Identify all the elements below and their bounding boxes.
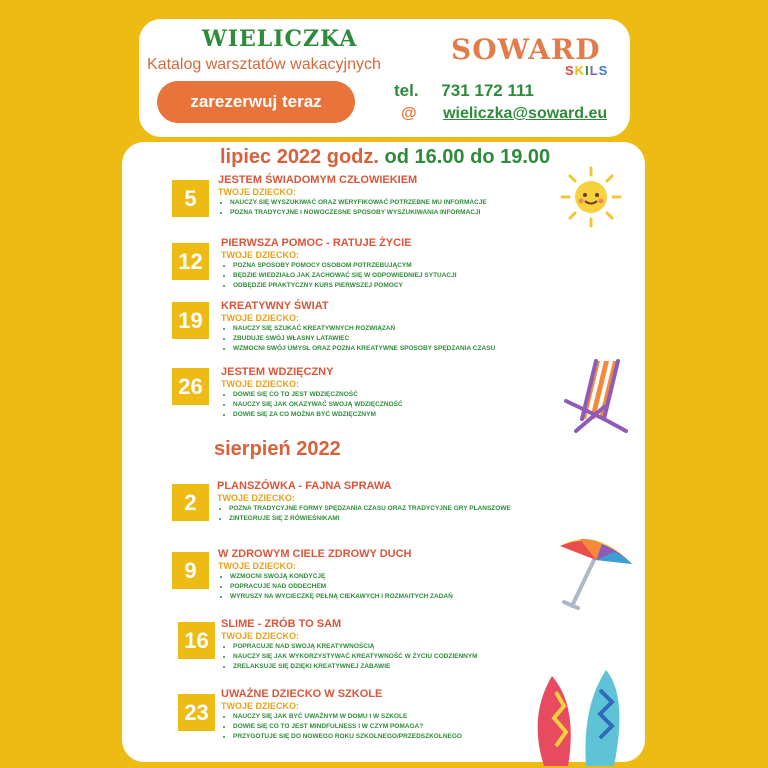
workshop-title: UWAŻNE DZIECKO W SZKOLE (221, 688, 383, 700)
day-badge: 2 (172, 484, 209, 521)
workshop-points (221, 324, 551, 354)
point: • WYRUSZY NA WYCIECZKĘ PEŁNĄ CIEKAWYCH I ROZMAITYCH ZADAŃ (230, 592, 548, 602)
workshop-title: PIERWSZA POMOC - RATUJE ŻYCIE (221, 237, 412, 249)
kid-label: TWOJE DZIECKO: (218, 187, 296, 197)
day-badge: 19 (172, 302, 209, 339)
day-badge: 16 (178, 622, 215, 659)
email-link[interactable]: wieliczka@soward.eu (443, 105, 608, 122)
phone-number[interactable]: 731 172 111 (441, 81, 534, 100)
at-icon: @ (401, 105, 417, 122)
day-badge: 12 (172, 243, 209, 280)
hours-label: od 16.00 do 19.00 (384, 146, 551, 168)
workshop-points (221, 390, 551, 420)
logo-main: SOWARD (451, 33, 601, 66)
point: • NAUCZY SIĘ JAK OKAZYWAĆ SWOJĄ WDZIĘCZNOŚĆ (233, 400, 551, 410)
point: • NAUCZY SIĘ JAK WYKORZYSTYWAĆ KREATYWNOŚĆ W ŻYCIU CODZIENNYM (233, 652, 551, 662)
beach-umbrella-icon (556, 530, 636, 610)
day-badge: 26 (172, 368, 209, 405)
kid-label: TWOJE DZIECKO: (221, 313, 299, 323)
kid-label: TWOJE DZIECKO: (221, 631, 299, 641)
day-badge: 23 (178, 694, 215, 731)
book-now-button[interactable]: zarezerwuj teraz (157, 81, 355, 123)
point: • DOWIE SIĘ CO TO JEST MINDFULNESS I W CZYM POMAGA? (233, 722, 551, 732)
point: • PRZYGOTUJE SIĘ DO NOWEGO ROKU SZKOLNEGO/PRZEDSZKOLNEGO (233, 732, 551, 742)
workshop-points (221, 261, 551, 291)
point: • DOWIE SIĘ ZA CO MOŻNA BYĆ WDZIĘCZNYM (233, 410, 551, 420)
sun-icon (560, 166, 622, 228)
header-card (139, 19, 630, 137)
workshop-points (217, 504, 547, 524)
workshop-title: PLANSZÓWKA - FAJNA SPRAWA (217, 480, 392, 492)
point: • DOWIE SIĘ CO TO JEST WDZIĘCZNOŚĆ (233, 390, 551, 400)
kid-label: TWOJE DZIECKO: (221, 379, 299, 389)
point: • POPRACUJE NAD SWOJĄ KREATYWNOŚCIĄ (233, 642, 551, 652)
kid-label: TWOJE DZIECKO: (218, 561, 296, 571)
month-label: sierpień 2022 (214, 438, 341, 460)
soward-logo (451, 33, 626, 83)
point: • NAUCZY SIĘ WYSZUKIWAĆ ORAZ WERYFIKOWAĆ POTRZEBNE MU INFORMACJE (230, 198, 548, 208)
workshop-points (221, 712, 551, 742)
workshop-title: JESTEM ŚWIADOMYM CZŁOWIEKIEM (218, 174, 418, 186)
surfboards-icon (530, 666, 642, 766)
point: • WZMOCNI SWOJĄ KONDYCJĘ (230, 572, 548, 582)
point: • POZNA TRADYCYJNE I NOWOCZESNE SPOSOBY WYSZUKIWANIA INFORMACJI (230, 208, 548, 218)
month-heading-august (214, 438, 341, 461)
point: • BĘDZIE WIEDZIAŁO JAK ZACHOWAĆ SIĘ W ODPOWIEDNIEJ SYTUACJI (233, 271, 551, 281)
workshop-points (221, 642, 551, 672)
point: • ZBUDUJE SWÓJ WŁASNY LATAWIEC (233, 334, 551, 344)
point: • POZNA TRADYCYJNE FORMY SPĘDZANIA CZASU ORAZ TRADYCYJNE GRY PLANSZOWE (229, 504, 547, 514)
point: • ZINTEGRUJE SIĘ Z RÓWIEŚNIKAMI (229, 514, 547, 524)
point: • NAUCZY SIĘ SZUKAĆ KREATYWNYCH ROZWIĄZAŃ (233, 324, 551, 334)
point: • ZRELAKSUJE SIĘ DZIĘKI KREATYWNEJ ZABAWIE (233, 662, 551, 672)
kid-label: TWOJE DZIECKO: (221, 701, 299, 711)
day-badge: 5 (172, 180, 209, 217)
kid-label: TWOJE DZIECKO: (217, 493, 295, 503)
point: • POZNA SPOSOBY POMOCY OSOBOM POTRZEBUJĄCYM (233, 261, 551, 271)
workshop-title: KREATYWNY ŚWIAT (221, 300, 329, 312)
city-title: WIELICZKA (202, 26, 358, 52)
workshop-title: JESTEM WDZIĘCZNY (221, 366, 334, 378)
kid-label: TWOJE DZIECKO: (221, 250, 299, 260)
workshop-points (218, 572, 548, 602)
phone-contact (394, 81, 534, 101)
catalog-subtitle: Katalog warsztatów wakacyjnych (147, 56, 381, 73)
deckchair-icon (556, 357, 646, 435)
logo-skills: SKILS (565, 63, 609, 78)
email-contact (401, 105, 607, 123)
workshop-panel (122, 142, 645, 762)
phone-label: tel. (394, 81, 419, 100)
point: • NAUCZY SIĘ JAK BYĆ UWAŻNYM W DOMU I W SZKOLE (233, 712, 551, 722)
workshop-title: SLIME - ZRÓB TO SAM (221, 618, 342, 630)
point: • WZMOCNI SWÓJ UMYSŁ ORAZ POZNA KREATYWNE SPOSOBY SPĘDZANIA CZASU (233, 344, 551, 354)
point: • ODBĘDZIE PRAKTYCZNY KURS PIERWSZEJ POMOCY (233, 281, 551, 291)
point: • POPRACUJE NAD ODDECHEM (230, 582, 548, 592)
workshop-title: W ZDROWYM CIELE ZDROWY DUCH (218, 548, 412, 560)
month-label: lipiec 2022 godz. (220, 146, 379, 168)
workshop-points (218, 198, 548, 218)
day-badge: 9 (172, 552, 209, 589)
month-heading-july (220, 146, 550, 169)
